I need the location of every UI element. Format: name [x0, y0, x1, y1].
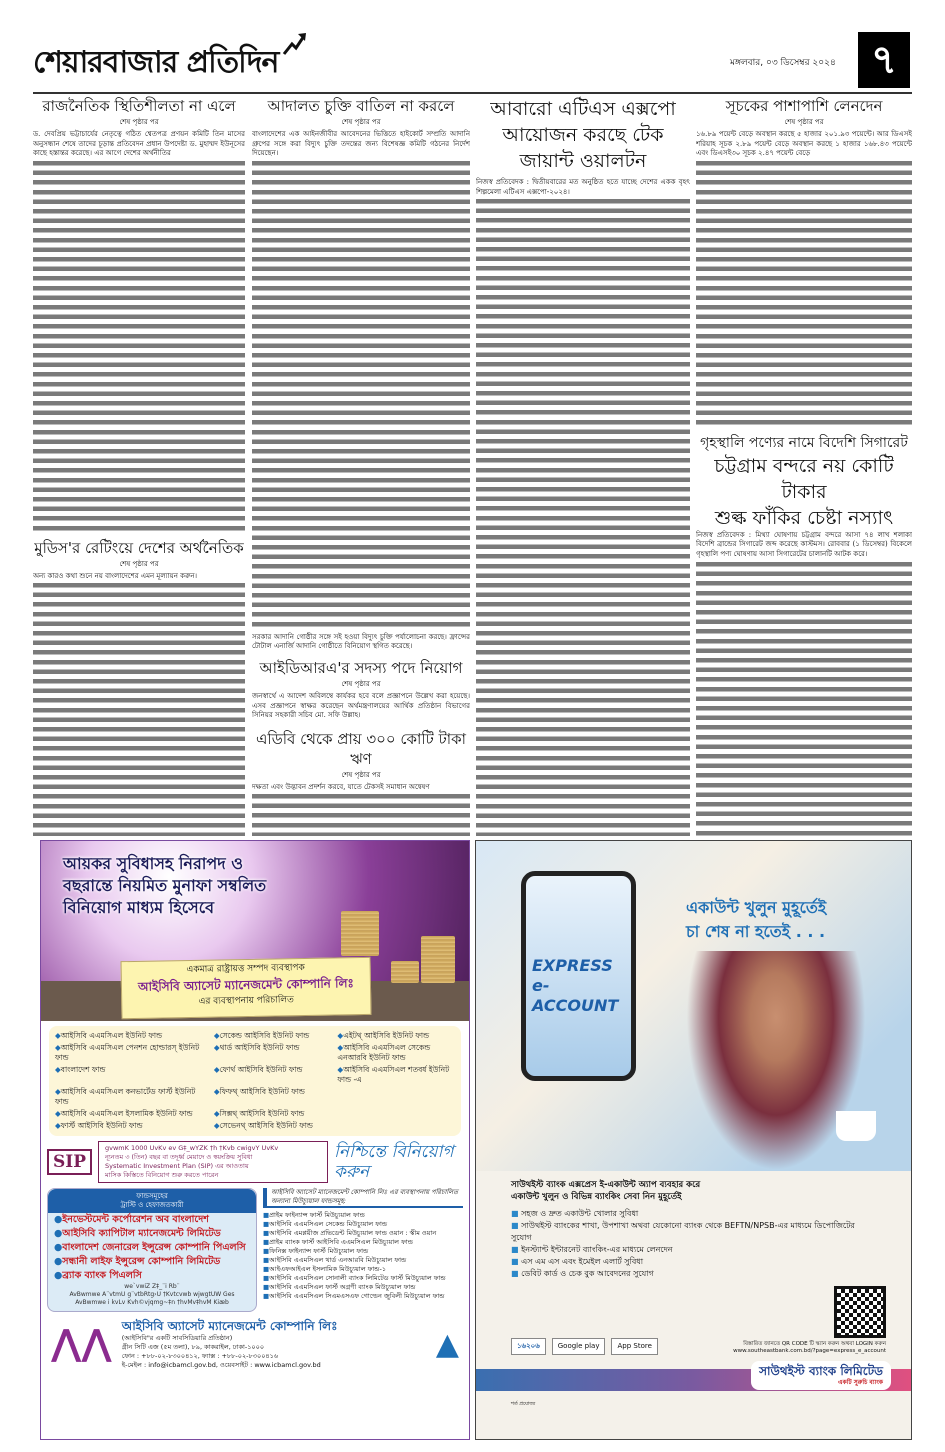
- article-text: [696, 560, 912, 836]
- contact-note: we`vwiZ Z‡_¨i Rb¨: [124, 1283, 180, 1290]
- bank-slogan: একটি সুরুচি ব্যাংক: [837, 1379, 883, 1386]
- fund-item: ◆ বাংলাদেশ ফান্ড: [55, 1065, 208, 1085]
- company-name: আইসিবি অ্যাসেট ম্যানেজমেন্ট কোম্পানি লিঃ: [121, 1319, 338, 1333]
- headline: আইডিআরএ'র সদস্য পদে নিয়োগ: [259, 658, 463, 677]
- qr-code[interactable]: [834, 1286, 886, 1338]
- mutual-fund-item: ■ আইসিবি এমপ্লয়ীজ প্রভিডেন্ট মিউচ্যুয়াল ফান্ড ওয়ান : স্কীম ওয়ান: [263, 1229, 463, 1238]
- phone-label: e-ACCOUNT: [532, 976, 619, 1015]
- ad-lead: একাউন্ট খুলুন ও বিভিন্ন ব্যাংকিং সেবা নিন মুহূর্তেই: [511, 1192, 682, 1202]
- feature-item: ■ সহজ ও দ্রুত একাউন্ট খোলার সুবিধা: [511, 1208, 876, 1220]
- ad-hero-image: [476, 841, 911, 1171]
- fund-item: ◆ আইসিবি এএমসিএল ইসলামিক ইউনিট ফান্ড: [55, 1109, 208, 1119]
- article-text: [696, 159, 912, 429]
- mutual-fund-item: ■ আইসিবি এএমসিএল সেকেন্ড মিউচ্যুয়াল ফান্ড: [263, 1220, 463, 1229]
- address-line: গ্রীন সিটি এজ (৫ম তলা), ৮৯, কাকরাইল, ঢাকা-১০০০: [121, 1343, 265, 1351]
- mutual-fund-header: আইসিবি অ্যাসেট ম্যানেজমেন্ট কোম্পানি লিঃ এর ব্যবস্থাপনায় পরিচালিত অন্যান্য মিউচ্যুয়াল ফান্ডসমূহ:: [263, 1188, 463, 1208]
- phone-brand: EXPRESS: [532, 956, 613, 975]
- article-text: [33, 159, 245, 534]
- ad-lead: সাউথইস্ট ব্যাংক এক্সপ্রেস ই-একাউন্ট অ্যাপ ব্যবহার করে: [511, 1180, 701, 1190]
- company-info: [122, 1318, 426, 1370]
- icb-logo: ⋀⋀: [51, 1323, 112, 1364]
- ad-tagline: একাউন্ট খুলুন মুহূর্তেই: [686, 898, 827, 917]
- article-text: [33, 581, 245, 836]
- continued-label: শেষ পৃষ্ঠার পর: [784, 118, 824, 126]
- trustee-item: ● ইনভেস্টমেন্ট কর্পোরেশন অব বাংলাদেশ: [48, 1213, 256, 1227]
- headline: সূচকের পাশাপাশি লেনদেন: [725, 97, 883, 115]
- ad-hero-image: [41, 841, 469, 1021]
- page-number: ৭: [858, 32, 910, 88]
- coin-stack-icon: [391, 961, 419, 983]
- trustee-item: ● বাংলাদেশ জেনারেল ইন্সুরেন্স কোম্পানি পিএলসি: [48, 1241, 256, 1255]
- mutual-fund-item: ■ আইসিবি এএমসিএল সোনালী ব্যাংক লিমিটেড ফার্স্ট মিউচ্যুয়াল ফান্ড: [263, 1274, 463, 1283]
- continued-label: শেষ পৃষ্ঠার পর: [119, 118, 159, 126]
- headline: আদালত চুক্তি বাতিল না করলে: [267, 97, 455, 115]
- ad-tagline: বছরান্তে নিয়মিত মুনাফা সম্বলিত: [63, 876, 267, 895]
- banner-name: আইসিবি অ্যাসেট ম্যানেজমেন্ট কোম্পানি লিঃ: [137, 976, 354, 994]
- trustee-header: ফান্ডসমূহের: [136, 1192, 168, 1200]
- headline: এডিবি থেকে প্রায় ৩০০ কোটি টাকা ঋণ: [256, 729, 466, 768]
- feature-item: ■ ইনস্ট্যান্ট ইন্টারনেট ব্যাংকিং-এর মাধ্যমে লেনদেন: [511, 1244, 876, 1256]
- banner-bottom: এর ব্যবস্থাপনায় পরিচালিত: [198, 995, 294, 1007]
- coin-stack-icon: [421, 936, 455, 983]
- column-2: [252, 96, 470, 836]
- sip-line: Systematic Investment Plan (SIP) এর আওতায়: [105, 1162, 249, 1170]
- fund-item: ◆ এইটথ্ আইসিবি ইউনিট ফান্ড: [337, 1031, 455, 1041]
- article-text: [476, 197, 690, 836]
- qr-text: বিস্তারিত জানতে QR CODE টি স্ক্যান করুন অথবা LOGIN করুন: [743, 1341, 886, 1347]
- address-line: (আইসিবি"র একটি সাবসিডিয়ারি প্রতিষ্ঠান): [121, 1334, 233, 1342]
- fund-item: ◆ আইসিবি এএমসিএল সেকেন্ড এনআরবি ইউনিট ফান্ড: [337, 1043, 455, 1063]
- mutual-fund-item: ■ প্রাইম ব্যাংক ফার্স্ট আইসিবি এএমসিএল মিউচ্যুয়াল ফান্ড: [263, 1238, 463, 1247]
- continued-label: শেষ পৃষ্ঠার পর: [119, 559, 159, 568]
- phone-image: [521, 871, 636, 1081]
- article-text: [252, 792, 470, 836]
- fund-item: ◆ ফিফথ্ আইসিবি ইউনিট ফান্ড: [214, 1087, 332, 1107]
- fund-item: ◆ আইসিবি এএমসিএল শতবর্ষ ইউনিট ফান্ড -এ: [337, 1065, 455, 1085]
- headline: মুডিস'র রেটিংয়ে দেশের অর্থনৈতিক: [34, 538, 244, 557]
- fund-item: ◆ আইসিবি এএমসিএল কনভার্টেড ফার্স্ট ইউনিট ফান্ড: [55, 1087, 208, 1107]
- google-play-button[interactable]: Google play: [552, 1338, 606, 1355]
- fund-item: ◆ সেভেনথ্ আইসিবি ইউনিট ফান্ড: [214, 1121, 332, 1131]
- trustee-box: [47, 1188, 257, 1312]
- continued-label: শেষ পৃষ্ঠার পর: [341, 770, 381, 779]
- teacup-image: [836, 1111, 876, 1141]
- headline: রাজনৈতিক স্থিতিশীলতা না এলে: [42, 97, 236, 115]
- southeast-bank-advertisement: [475, 840, 912, 1440]
- article-body: সরকার আদানি গোষ্ঠীর সঙ্গে সই হওয়া বিদ্যুৎ চুক্তি পর্যালোচনা করছে। ফ্রান্সের টোটাল এনার্জি আদানি গোষ্ঠীতে বিনিয়োগ স্থগিত করেছে।: [252, 632, 470, 651]
- company-row: [51, 1318, 459, 1370]
- fund-item: ◆ সেকেন্ড আইসিবি ইউনিট ফান্ড: [214, 1031, 332, 1041]
- trustee-item: ● ব্র্যাক ব্যাংক পিএলসি: [48, 1269, 256, 1283]
- article-body: ১৬.৮৯ পয়েন্ট বেড়ে অবস্থান করছে ৫ হাজার ২০১.৯৩ পয়েন্টে। আর ডিএসই শরিয়াহ সূচক ২.৮৯ পয়েন্ট বেড়ে অবস্থান করছে ১ হাজার ১৬৮.৪৩ পয়েন্টে এবং ডিএসই৩০ সূচক ২.৪৭ পয়েন্ট বেড়ে: [696, 130, 912, 158]
- address-line: ফোন : +৮৮-০২-৮৩০০৪১২, ফ্যাক্স : +৮৮-০২-৮৩০০৪১৬: [121, 1352, 279, 1360]
- bank-url[interactable]: www.southeastbank.com.bd/?page=express_e_account: [733, 1348, 886, 1354]
- terms-note: শর্ত প্রযোজ্য: [511, 1401, 536, 1407]
- ad-tagline: আয়কর সুবিধাসহ নিরাপদ ও: [63, 854, 244, 873]
- fund-item: ◆ সিক্সথ্ আইসিবি ইউনিট ফান্ড: [214, 1109, 332, 1119]
- ad-tagline: চা শেষ না হতেই . . .: [686, 922, 826, 941]
- ad-banner: [121, 957, 372, 1019]
- masthead: [33, 30, 308, 89]
- article-body: জনস্বার্থে এ আদেশ অবিলম্বে কার্যকর হবে বলে প্রজ্ঞাপনে উল্লেখ করা হয়েছে। এসব প্রজ্ঞাপনে স্বাক্ষর করেছেন অর্থমন্ত্রণালয়ের আর্থিক প্রতিষ্ঠান বিভাগের সিনিয়র সহকারী সচিব মো. সফি উল্লাহ।: [252, 691, 470, 720]
- fund-item: ◆ ফার্স্ট আইসিবি ইউনিট ফান্ড: [55, 1121, 208, 1131]
- feature-item: ■ সাউথইস্ট ব্যাংকের শাখা, উপশাখা অথবা যেকোনো ব্যাংক থেকে BEFTN/NPSB-এর মাধ্যমে ডিপোজিটের সুযোগ: [511, 1220, 876, 1244]
- headline: আবারো এটিএস এক্সপো আয়োজন করছে টেক জায়ান্ট ওয়ালটন: [490, 98, 676, 172]
- sip-info: [98, 1141, 328, 1183]
- mutual-fund-item: ■ আইসিবি এএমসিএল ফার্স্ট অগ্রণী ব্যাংক মিউচ্যুয়াল ফান্ড: [263, 1283, 463, 1292]
- sip-line: ন্যূনতম ৩ (তিন) বছর বা তদূর্ধ্ব মেয়াদে ও স্বয়ংক্রিয় সুবিধা: [105, 1153, 253, 1161]
- sip-row: [47, 1141, 463, 1183]
- mutual-fund-item: ■ আইসিবি এএমসিএল সিএমএসএফ গোল্ডেন জুবিলী মিউচ্যুয়াল ফান্ড: [263, 1292, 463, 1301]
- article-body: দক্ষতা এবং উদ্ভাবন প্রদর্শন করবে, যাতে টেকসই সমাধান অন্বেষণ: [252, 782, 430, 791]
- divider: [33, 92, 912, 94]
- icb-advertisement: [40, 840, 470, 1440]
- banner-top: একমাত্র রাষ্ট্রায়ত্ত সম্পদ ব্যবস্থাপক: [186, 962, 305, 976]
- article-body: বাংলাদেশের এক আইনজীবীর আবেদনের ভিত্তিতে হাইকোর্ট সম্প্রতি আদানি গ্রুপের সঙ্গে করা বিদ্যুৎ চুক্তি তদন্তের জন্য বিশেষজ্ঞ কমিটি গঠনের নির্দেশ দিয়েছেন।: [252, 130, 470, 158]
- column-1: [33, 96, 245, 836]
- trend-arrow-icon: [282, 30, 308, 56]
- bank-name: সাউথইস্ট ব্যাংক লিমিটেড: [759, 1364, 883, 1378]
- app-links-row: [476, 1280, 911, 1355]
- ad-slogan: নিশ্চিন্তে বিনিয়োগ করুন: [334, 1142, 454, 1182]
- masthead-logo: শেয়ারবাজার প্রতিদিন: [33, 45, 279, 80]
- drop-logo-icon: ▲: [435, 1326, 459, 1362]
- qr-instructions: [733, 1341, 886, 1355]
- trustee-item: ● সন্ধানী লাইফ ইন্সুরেন্স কোম্পানি লিমিটেড: [48, 1255, 256, 1269]
- issue-date: মঙ্গলবার, ০৩ ডিসেম্বর ২০২৪: [730, 58, 836, 68]
- fund-item: ◆ ফোর্থ আইসিবি ইউনিট ফান্ড: [214, 1065, 332, 1085]
- mutual-fund-item: ■ আইসিবি এএমসিএল থার্ড এনআরবি মিউচ্যুয়াল ফান্ড: [263, 1256, 463, 1265]
- column-4: [696, 96, 912, 836]
- feature-item: ■ এস এম এস এবং ইমেইল এলার্ট সুবিধা: [511, 1256, 876, 1268]
- contact-note: AvBwmwe i kvLv Kvh©vjqmg~‡n †hvMv‡hvM Kiæb: [75, 1299, 229, 1306]
- sip-label: SIP: [47, 1149, 92, 1175]
- fund-item: ◆ আইসিবি এএমসিএল পেনশন হোল্ডারস্ ইউনিট ফান্ড: [55, 1043, 208, 1063]
- fund-item: ◆ আইসিবি এএমসিএল ইউনিট ফান্ড: [55, 1031, 208, 1041]
- hotline-badge: ১৬২০৬: [511, 1338, 546, 1355]
- coin-stack-icon: [341, 911, 379, 956]
- fund-details: [47, 1188, 463, 1312]
- contact-note: AvBwmwe A¨vtmU g¨vtbRtg›U †Kvtcvwb wjwgtUW Ges: [69, 1291, 235, 1298]
- fund-list: [49, 1026, 461, 1136]
- continued-label: শেষ পৃষ্ঠার পর: [341, 679, 381, 688]
- mutual-fund-item: ■ প্রাইম ফাইন্যান্স ফার্স্ট মিউচ্যুয়াল ফান্ড: [263, 1211, 463, 1220]
- article-body: ড. দেবপ্রিয় ভট্টাচার্যের নেতৃত্বে গঠিত শ্বেতপত্র প্রণয়ন কমিটি তিন মাসের অনুসন্ধান শেষে তাদের চূড়ান্ত প্রতিবেদন প্রধান উপদেষ্টা ড. মুহাম্মদ ইউনূসের কাছে হস্তান্তর করেছে। এর আগে দেশের অর্থনীতির: [33, 130, 245, 158]
- column-3: [476, 96, 690, 836]
- mutual-fund-item: ■ আইএফআইএল ইসলামিক মিউচ্যুয়াল ফান্ড-১: [263, 1265, 463, 1274]
- continued-label: শেষ পৃষ্ঠার পর: [341, 118, 381, 126]
- mutual-fund-item: ■ ফিনিক্স ফাইন্যান্স ফার্স্ট মিউচ্যুয়াল ফান্ড: [263, 1247, 463, 1256]
- sip-line: মাসিক কিস্তিতে বিনিয়োগ শুরু করতে পারেন: [105, 1171, 219, 1179]
- headline-line: চট্টগ্রাম বন্দরে নয় কোটি টাকার: [714, 454, 894, 503]
- headline-line: শুল্ক ফাঁকির চেষ্টা নস্যাৎ: [714, 506, 894, 529]
- headline-line: গৃহস্থালি পণ্যের নামে বিদেশি সিগারেট: [700, 434, 908, 451]
- article-body: নিজস্ব প্রতিবেদক : দ্বিতীয়বারের মত অনুষ্ঠিত হতে যাচ্ছে দেশের একক বৃহৎ শিল্পমেলা এটিএস এক্সপো-২০২৪।: [476, 178, 690, 196]
- feature-item: ■ ডেবিট কার্ড ও চেক বুক আবেদনের সুযোগ: [511, 1268, 876, 1280]
- article-text: [252, 159, 470, 629]
- fund-item: ◆ থার্ড আইসিবি ইউনিট ফান্ড: [214, 1043, 332, 1063]
- trustee-header: ট্রাস্টি ও হেফাজতকারী: [120, 1201, 184, 1209]
- app-store-button[interactable]: App Store: [611, 1338, 657, 1355]
- mutual-fund-list: [263, 1188, 463, 1301]
- article-body: নিজস্ব প্রতিবেদক : মিথ্যা ঘোষণায় চট্টগ্রাম বন্দরে আসা ৭৪ লাখ শলাকা বিদেশি ব্রান্ডের সিগারেট জব্দ করেছে কাস্টমস। রোববার (১ ডিসেম্বর) বিকেলে গৃহস্থালি পণ্য ঘোষণায় আসা সিগারেটের চালানটি আটক করে।: [696, 530, 912, 558]
- bank-logo: [751, 1361, 891, 1390]
- trustee-item: ● আইসিবি ক্যাপিটাল ম্যানেজমেন্ট লিমিটেড: [48, 1227, 256, 1241]
- article-body: অন্য কারও কথা শুনে নয় বাংলাদেশের এমন মূল্যায়ন করুন।: [33, 571, 198, 580]
- address-line: ই-মেইল : info@icbamcl.gov.bd, ওয়েবসাইট : www.icbamcl.gov.bd: [121, 1361, 321, 1369]
- sip-line: gvwmK 1000 UvKv ev G‡_wYZK †h †Kvb cwigvY UvKv: [105, 1144, 279, 1152]
- ad-tagline: বিনিয়োগ মাধ্যম হিসেবে: [63, 898, 215, 917]
